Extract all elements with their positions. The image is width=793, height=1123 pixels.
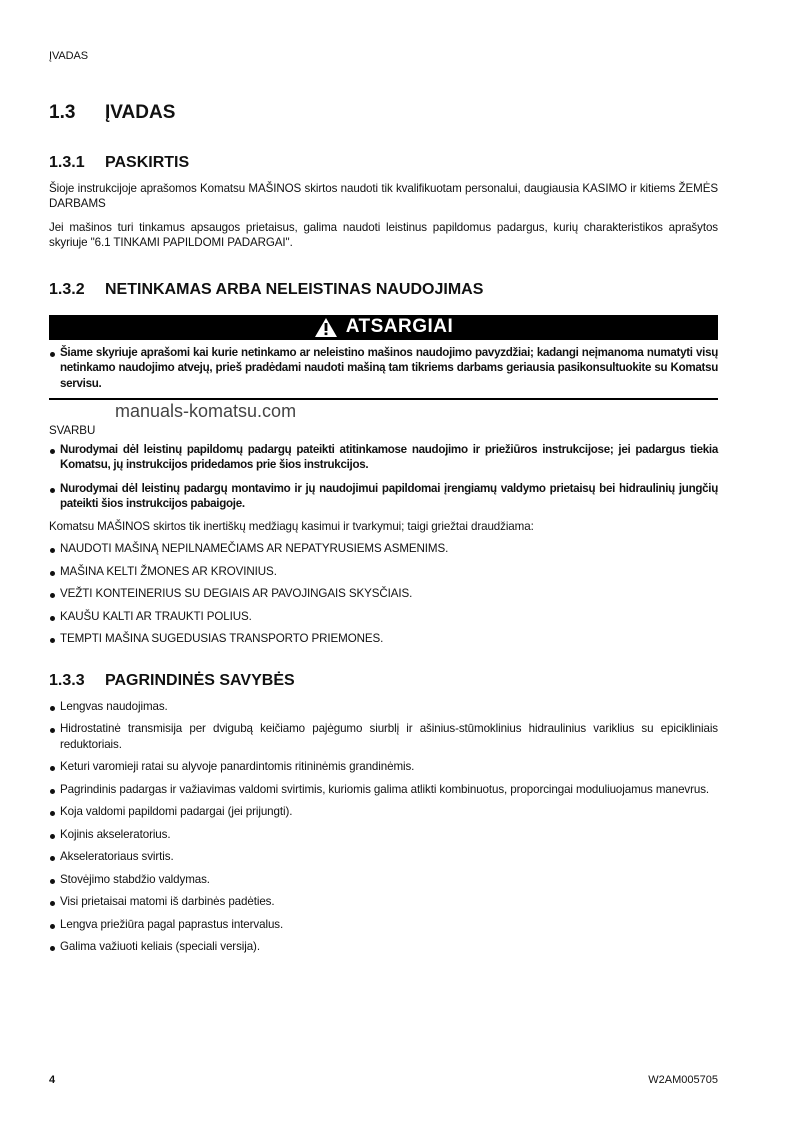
subsection-number: 1.3.3 [49, 671, 85, 689]
feature-item: Koja valdomi papildomi padargai (jei prijungti). [49, 804, 718, 820]
subsection-1-3-1-title [49, 153, 718, 173]
important-label: SVARBU [49, 424, 96, 437]
section-title [49, 101, 718, 125]
running-header: ĮVADAS [49, 50, 88, 62]
watermark: manuals-komatsu.com [115, 401, 297, 421]
feature-item: Akseleratoriaus svirtis. [49, 849, 718, 865]
subsection-number: 1.3.1 [49, 153, 85, 171]
prohibited-item: TEMPTI MAŠINA SUGEDUSIAS TRANSPORTO PRIEMONES. [49, 631, 718, 647]
feature-item: Lengva priežiūra pagal paprastus intervalus. [49, 917, 718, 933]
page-number: 4 [49, 1074, 56, 1086]
page-body [49, 49, 718, 955]
subsection-title-text: NETINKAMAS ARBA NELEISTINAS NAUDOJIMAS [105, 280, 484, 298]
warning-triangle-icon [314, 317, 338, 338]
prohibited-item: KAUŠU KALTI AR TRAUKTI POLIUS. [49, 609, 718, 625]
subsection-1-3-3-title [49, 671, 718, 691]
feature-item: Galima važiuoti keliais (speciali versija). [49, 939, 718, 955]
feature-item: Kojinis akseleratorius. [49, 827, 718, 843]
prohibited-item: NAUDOTI MAŠINĄ NEPILNAMEČIAMS AR NEPATYRUSIEMS ASMENIMS. [49, 541, 718, 557]
important-item: Nurodymai dėl leistinų papildomų padargų pateikti atitinkamose naudojimo ir priežiūros instrukcijose; jei padargus tiekia Komatsu, jų instrukcijos pridedamos prie šios instrukcijos. [49, 442, 718, 473]
feature-item: Stovėjimo stabdžio valdymas. [49, 872, 718, 888]
feature-item: Pagrindinis padargas ir važiavimas valdomi svirtimis, kuriomis galima atlikti kombinuotus, proporcingai moduliuojamus manevrus. [49, 782, 718, 798]
caution-label: ATSARGIAI [345, 316, 454, 337]
subsection-number: 1.3.2 [49, 280, 85, 298]
feature-item: Visi prietaisai matomi iš darbinės padėties. [49, 894, 718, 910]
page-footer [49, 1073, 718, 1088]
feature-item: Keturi varomieji ratai su alyvoje panardintomis ritininėmis grandinėmis. [49, 759, 718, 775]
important-item: Nurodymai dėl leistinų padargų montavimo ir jų naudojimui papildomai įrengiamų valdymo prietaisų bei hidraulinių jungčių pateikti šios instrukcijos pabaigoje. [49, 481, 718, 512]
paragraph: Jei mašinos turi tinkamus apsaugos prietaisus, galima naudoti leistinus papildomus padargus, kurių charakteristikos aprašytos skyriuje "6.1 TINKAMI PAPILDOMI PADARGAI". [49, 220, 718, 249]
section-number: 1.3 [49, 101, 76, 123]
caution-text: Šiame skyriuje aprašomi kai kurie netinkamo ar neleistino mašinos naudojimo pavyzdžiai; kadangi neįmanoma numatyti visų netinkamo naudojimo atvejų, prieš pradėdami naudoti mašiną tam tikriems darbams geriausia pasikonsultuokite su Komatsu servisu. [49, 345, 718, 392]
feature-item: Lengvas naudojimas. [49, 699, 718, 715]
paragraph: Šioje instrukcijoje aprašomos Komatsu MAŠINOS skirtos naudoti tik kvalifikuotam personalui, daugiausia KASIMO ir kitiems ŽEMĖS DARBAMS [49, 181, 718, 210]
document-code: W2AM005705 [648, 1074, 718, 1086]
prohibited-item: VEŽTI KONTEINERIUS SU DEGIAIS AR PAVOJINGAIS SKYSČIAIS. [49, 586, 718, 602]
subsection-title-text: PAGRINDINĖS SAVYBĖS [105, 671, 295, 689]
prohibition-intro: Komatsu MAŠINOS skirtos tik inertiškų medžiagų kasimui ir tvarkymui; taigi griežtai draudžiama: [49, 519, 534, 533]
section-title-text: ĮVADAS [105, 101, 176, 123]
prohibited-item: MAŠINA KELTI ŽMONES AR KROVINIUS. [49, 564, 718, 580]
feature-item: Hidrostatinė transmisija per dvigubą keičiamo pajėgumo siurblį ir ašinius-stūmoklinius hidraulinius variklius su epicikliniais reduktoriais. [49, 721, 718, 752]
subsection-title-text: PASKIRTIS [105, 153, 190, 171]
caution-banner [49, 315, 718, 340]
divider [49, 398, 718, 400]
subsection-1-3-2-title [49, 280, 718, 300]
